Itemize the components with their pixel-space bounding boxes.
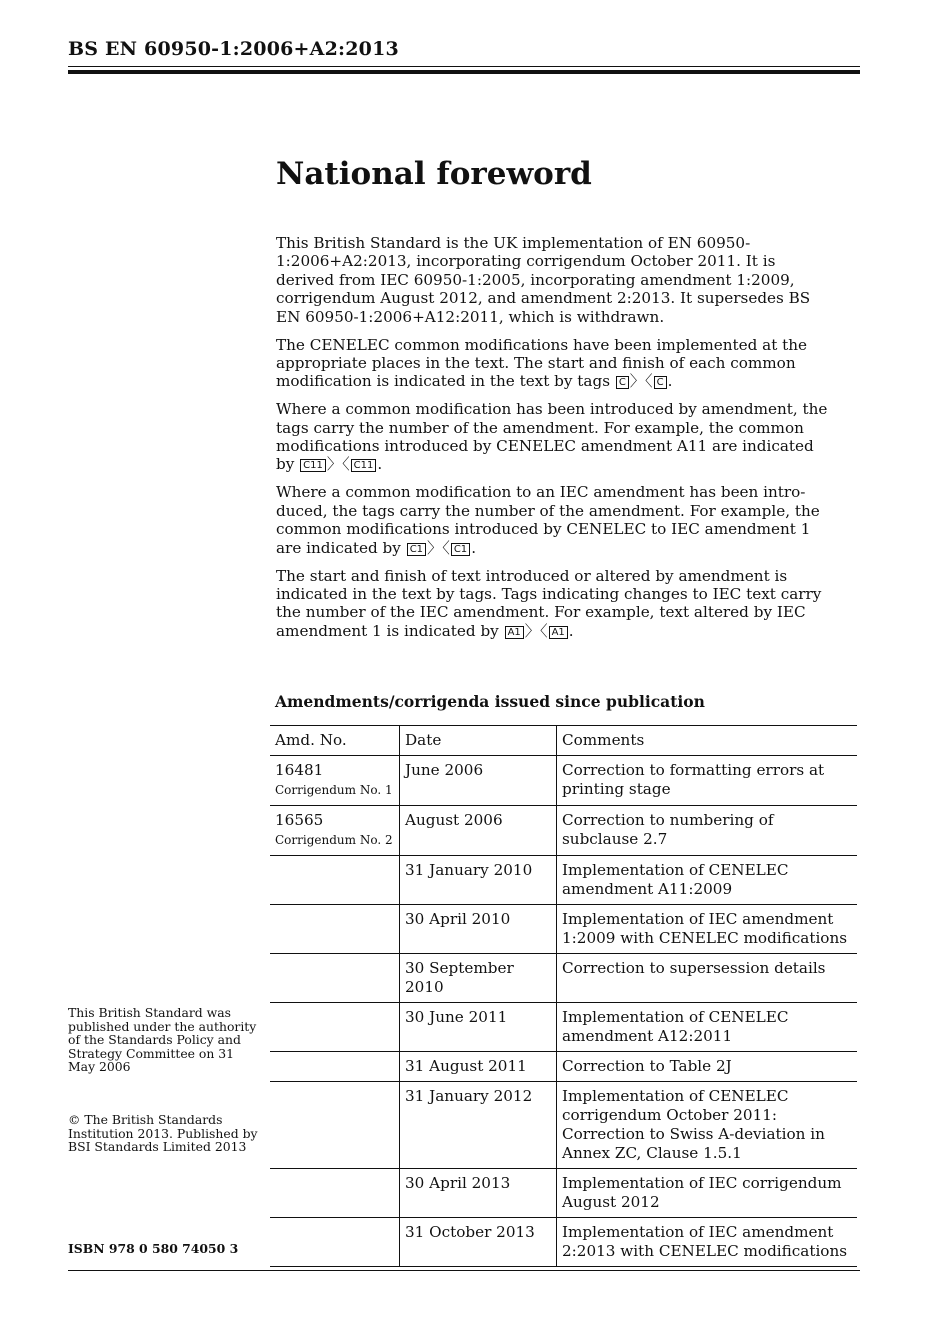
- amd-number: 16565: [275, 811, 324, 829]
- table-header-row: [270, 726, 857, 756]
- amd-number: 16481: [275, 761, 324, 779]
- document-code: BS EN 60950-1:2006+A2:2013: [68, 38, 399, 60]
- table-row: [270, 1052, 857, 1082]
- tag-c11-start: C11: [300, 459, 326, 472]
- corrigendum-label: Corrigendum No. 2: [275, 833, 393, 847]
- foreword-body: [276, 234, 828, 650]
- amendments-heading: Amendments/corrigenda issued since publication: [275, 692, 705, 711]
- table-row: [270, 905, 857, 954]
- tag-c-start: C: [616, 376, 629, 389]
- header-rule-thin: [68, 66, 860, 67]
- column-header-amd: Amd. No.: [270, 726, 400, 756]
- comment-cell: Implementation of IEC corrigendum August 2012: [557, 1169, 858, 1218]
- comment-cell: Implementation of CENELEC amendment A12:2011: [557, 1003, 858, 1052]
- comment-cell: Implementation of CENELEC amendment A11:2009: [557, 856, 858, 905]
- header-rule-thick: [68, 70, 860, 74]
- date-cell: 31 October 2013: [400, 1218, 557, 1267]
- tag-a1-end: A1: [549, 626, 568, 639]
- corrigendum-label: Corrigendum No. 1: [275, 783, 393, 797]
- tag-c1-start: C1: [407, 543, 426, 556]
- date-cell: 30 June 2011: [400, 1003, 557, 1052]
- amd-number-cell: [270, 756, 400, 806]
- table-row: [270, 856, 857, 905]
- amd-number-cell: [270, 856, 400, 905]
- comment-cell: Implementation of IEC amendment 2:2013 with CENELEC modifications: [557, 1218, 858, 1267]
- table-row: [270, 1218, 857, 1267]
- tag-c-end: C: [654, 376, 667, 389]
- amd-number-cell: [270, 1169, 400, 1218]
- comment-cell: Correction to Table 2J: [557, 1052, 858, 1082]
- amd-number-cell: [270, 806, 400, 856]
- date-cell: 30 April 2013: [400, 1169, 557, 1218]
- amd-number-cell: [270, 1082, 400, 1169]
- copyright-note: © The British Standards Institution 2013. Published by BSI Standards Limited 2013: [68, 1112, 258, 1155]
- amd-number-cell: [270, 905, 400, 954]
- paragraph-text-altered-tags: The start and finish of text introduced or altered by amendment is indicated in the text by tags. Tags indicating changes to IEC text carry the number of the IEC amendment. For example, text altered by IEC amendment 1 is indicated by A1 〉〈 A1 .: [276, 566, 822, 640]
- column-header-comments: Comments: [557, 726, 858, 756]
- isbn: ISBN 978 0 580 74050 3: [68, 1241, 239, 1256]
- table-row: [270, 954, 857, 1003]
- comment-cell: Correction to supersession details: [557, 954, 858, 1003]
- date-cell: June 2006: [400, 756, 557, 806]
- table-row: [270, 1003, 857, 1052]
- date-cell: 30 September 2010: [400, 954, 557, 1003]
- comment-cell: Implementation of IEC amendment 1:2009 with CENELEC modifications: [557, 905, 858, 954]
- column-header-date: Date: [400, 726, 557, 756]
- paragraph-common-modifications: The CENELEC common modifications have been implemented at the appropriate places in the text. The start and finish of each common modification is indicated in the text by tags C 〉〈 C .: [276, 335, 807, 391]
- page-title: National foreword: [276, 156, 592, 192]
- tag-c1-end: C1: [451, 543, 470, 556]
- tag-c11-end: C11: [351, 459, 377, 472]
- footer-rule: [68, 1270, 860, 1271]
- table-row: [270, 1082, 857, 1169]
- comment-cell: Implementation of CENELEC corrigendum October 2011: Correction to Swiss A-deviation in Annex ZC, Clause 1.5.1: [557, 1082, 858, 1169]
- table-row: [270, 756, 857, 806]
- date-cell: 31 January 2010: [400, 856, 557, 905]
- date-cell: 31 August 2011: [400, 1052, 557, 1082]
- table-row: [270, 806, 857, 856]
- comment-cell: Correction to formatting errors at printing stage: [557, 756, 858, 806]
- table-row: [270, 1169, 857, 1218]
- paragraph-amendment-tags: Where a common modification has been introduced by amendment, the tags carry the number of the amendment. For example, the common modifications introduced by CENELEC amendment A11 are indicated by C11 〉〈 C11 .: [276, 400, 828, 474]
- date-cell: 31 January 2012: [400, 1082, 557, 1169]
- date-cell: 30 April 2010: [400, 905, 557, 954]
- amendments-table: [270, 725, 857, 1267]
- comment-cell: Correction to numbering of subclause 2.7: [557, 806, 858, 856]
- amd-number-cell: [270, 1003, 400, 1052]
- paragraph-implementation: This British Standard is the UK implementation of EN 60950-1:2006+A2:2013, incorporating corrigendum October 2011. It is derived from IEC 60950-1:2005, incorporating amendment 1:2009, corrigendum August 2012, and amendment 2:2013. It supersedes BS EN 60950-1:2006+A12:2011, which is withdrawn.: [276, 234, 811, 326]
- date-cell: August 2006: [400, 806, 557, 856]
- tag-a1-start: A1: [505, 626, 524, 639]
- amd-number-cell: [270, 954, 400, 1003]
- publication-note: This British Standard was published under the authority of the Standards Policy and Strategy Committee on 31 May 2006: [68, 1005, 257, 1075]
- amd-number-cell: [270, 1218, 400, 1267]
- paragraph-iec-amendment-tags: Where a common modification to an IEC amendment has been intro-duced, the tags carry the number of the amendment. For example, the common modifications introduced by CENELEC to IEC amendment 1 are indicated by C1 〉〈 C1 .: [276, 483, 820, 557]
- amd-number-cell: [270, 1052, 400, 1082]
